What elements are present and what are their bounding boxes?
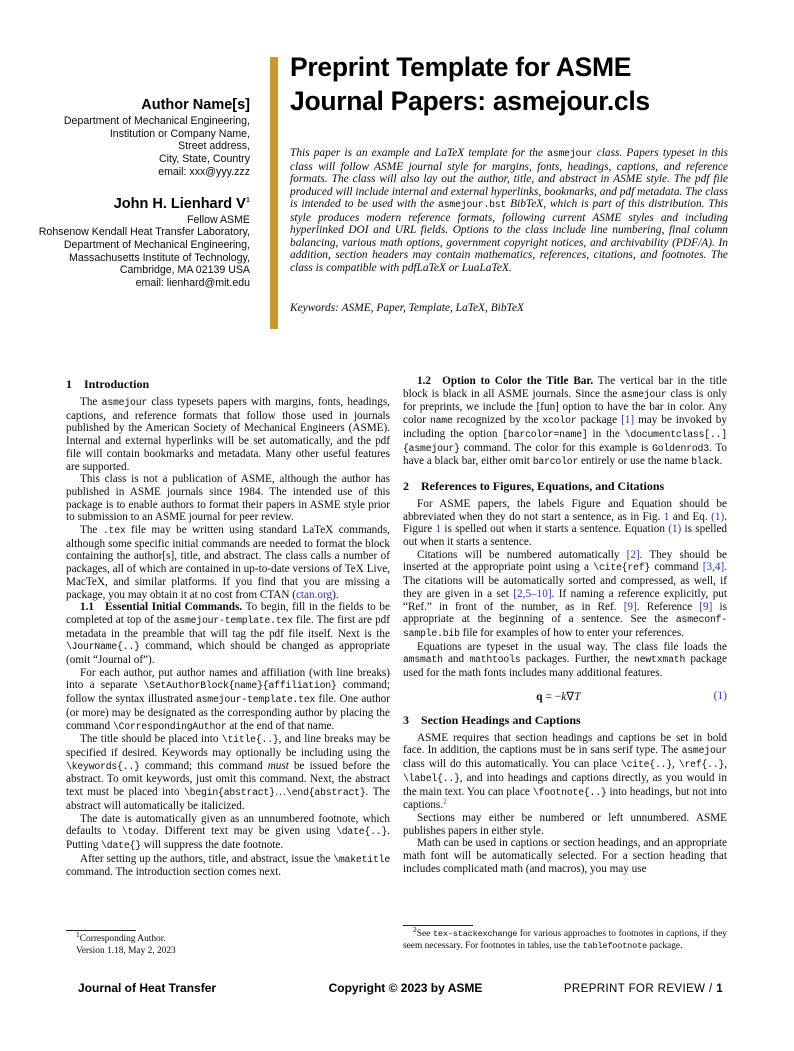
equation — [403, 689, 727, 703]
code-span: \SetAuthorBlock{name}{affiliation} — [143, 680, 337, 692]
text-span: Sections may either be numbered or left unnumbered. ASME publishes papers in either style. — [403, 811, 727, 837]
text-span: , — [672, 758, 679, 771]
text-span: file may be written using standard LaTeX commands, although some specific initial commands are needed to format the block containing the author[s], title, and abstract. The class calls a number of packages, all of which are contained in up-to-date versions of TeX Live, MacTeX, and similar platforms. If you find that you are missing a package, you may obtain it at no cost from CTAN ( — [66, 524, 390, 601]
footnote-marker: 2 — [413, 924, 417, 934]
text-span: is spelled out when it starts a sentence. — [403, 523, 728, 549]
footnote-1-line-1 — [66, 929, 390, 946]
text-span: … — [274, 786, 287, 799]
page-number: 1 — [716, 983, 723, 995]
text-span: file. The first are pdf metadata in the preamble that will tag the pdf file itself. Next is the — [66, 613, 390, 640]
text-span: into headings, but not into captions. — [403, 785, 727, 812]
author-name: Author Name[s] — [141, 97, 250, 113]
link[interactable]: [9] — [623, 600, 637, 613]
text-span: will suppress the date footnote. — [140, 838, 284, 851]
paragraph — [403, 837, 727, 875]
text-span: , and into headings and captions directly, as you would in the main text. You can place — [403, 771, 727, 798]
paragraph — [66, 524, 390, 601]
text-span: After setting up the authors, title, and abstract, issue the — [80, 852, 334, 865]
text-span: class. Papers typeset in this class will follow ASME journal style for margins, fonts, headings, captions, and reference formats. The class will also lay out the author, title, and abstract in ASME style. The pdf file produced will include internal and external hyperlinks, bookmarks, and pdf metadata. The class is intended to be used with the — [290, 147, 728, 210]
author-name: John H. Lienhard $V^1$ — [113, 194, 250, 212]
link[interactable]: 1 — [663, 510, 670, 523]
code-span: \begin{abstract} — [183, 787, 275, 799]
code-span: \cite{..} — [620, 759, 673, 771]
text-span: The — [80, 524, 103, 537]
code-span: asmejour — [621, 388, 667, 400]
right-column — [403, 375, 727, 876]
run-in-heading: 1.2 Option to Color the Title Bar. — [417, 375, 594, 387]
paragraph — [403, 641, 727, 680]
text-span: The — [80, 396, 102, 408]
footnote-block-right — [403, 925, 727, 952]
text-span: is spelled out when it starts a sentence. Equation — [441, 523, 669, 536]
paragraph — [66, 853, 390, 879]
text-span: file. One author (or more) may be designated as the corresponding author by placing the command — [66, 693, 390, 732]
text-span: . — [719, 455, 723, 468]
text-span: be issued before the abstract. To omit keywords, just omit this command. Next, the abstract text must be placed into — [66, 759, 390, 799]
link[interactable]: ctan.org — [295, 588, 333, 601]
text-span: . The abstract will automatically be italicized. — [66, 786, 390, 812]
link[interactable]: (1) — [711, 510, 725, 523]
paragraph — [403, 812, 727, 837]
run-in-heading: 1.1 Essential Initial Commands. — [80, 601, 243, 614]
text-span: = − — [542, 690, 562, 703]
text-span: command — [650, 561, 703, 574]
code-span: asmejour-template.tex — [173, 614, 293, 626]
paragraph — [403, 375, 727, 469]
author-affiliation-line: email: lienhard@mit.edu — [135, 277, 250, 290]
math-bold-span: q — [536, 690, 543, 703]
code-span: tex-stackexchange — [432, 929, 518, 939]
author-affiliation-line: Cambridge, MA 02139 USA — [119, 264, 250, 277]
code-span: asmejour — [101, 397, 148, 408]
code-span: \date{..} — [336, 826, 388, 838]
text-span: in the — [587, 427, 625, 440]
footnote-2 — [403, 924, 727, 952]
code-span: \cite{ref} — [593, 562, 651, 574]
italic-span: k — [561, 690, 567, 703]
section-heading: 2 References to Figures, Equations, and Citations — [403, 478, 665, 493]
text-span: ). — [332, 588, 339, 601]
paragraph — [66, 473, 390, 524]
author-blocks — [30, 97, 250, 290]
code-span: \title{..} — [221, 734, 279, 746]
paper-title-line-1: Preprint Template for ASME — [290, 52, 632, 82]
code-span: xcolor — [542, 415, 577, 427]
text-span: packages. Further, the — [520, 653, 635, 666]
code-span: \keywords{..} — [66, 760, 140, 772]
code-span: .tex — [102, 525, 126, 537]
text-span: . Putting — [66, 825, 390, 851]
text-span: BibTeX, which is part of this distribution. This style produces modern reference formats, following current ASME styles and including hyperlinked DOI and URL fields. Options to the class include line numbering, final column balancing, various math options, government copyright notices, and archivability (PDF/A). In addition, section headers may contain mathematics, references, citations, and footnotes. The class is compatible with pdfLaTeX or LuaLaTeX. — [290, 198, 728, 274]
text-span: The date is automatically given as an unnumbered footnote, which defaults to — [66, 812, 390, 838]
link[interactable]: [9] — [699, 600, 713, 613]
text-span: , — [724, 758, 728, 771]
preprint-label — [503, 983, 727, 995]
code-span: amsmath — [403, 654, 443, 666]
italic-span: T — [574, 690, 581, 703]
text-span: Corresponding Author. — [79, 934, 166, 944]
code-span: \footnote{..} — [532, 786, 607, 798]
code-span: asmejour — [547, 148, 593, 159]
text-span: To begin, fill in the fields to be completed at top of the — [66, 601, 390, 626]
link[interactable]: [2,5–10] — [513, 587, 552, 600]
text-span: ASME requires that section headings and captions be set in bold face. In addition, the captions must be in sans serif type. The — [403, 731, 727, 757]
text-span: . Figure — [403, 510, 727, 536]
paragraph — [66, 396, 390, 473]
footnote-marker-link[interactable]: 2 — [443, 796, 447, 806]
link[interactable]: [3,4] — [702, 561, 725, 574]
paragraph — [403, 498, 727, 549]
author-affiliation-line: Rohsenow Kendall Heat Transfer Laboratory, — [38, 226, 250, 239]
text-span: Keywords: ASME, Paper, Template, LaTeX, BibTeX — [290, 302, 524, 314]
journal-name: Journal of Heat Transfer — [78, 981, 217, 995]
text-span: and — [442, 653, 470, 666]
code-span: tablefootnote — [582, 940, 648, 951]
text-span: The title should be placed into — [80, 733, 222, 746]
code-span: black — [691, 456, 720, 468]
text-span: See — [416, 929, 433, 939]
text-span: command, which should be changed as appropriate (omit “Journal of”). — [66, 640, 390, 667]
paper-title — [290, 50, 770, 118]
author-affiliation-line: Massachusetts Institute of Technology, — [69, 251, 250, 264]
text-span: package. — [647, 940, 683, 951]
code-span: asmeconf-sample.bib — [403, 614, 727, 639]
link[interactable]: 1 — [435, 523, 442, 536]
equation-number[interactable]: (1) — [713, 689, 727, 702]
code-span: newtxmath — [634, 654, 686, 666]
text-span: may be invoked by including the option — [403, 414, 727, 440]
author-affiliation-line: Institution or Company Name, — [109, 127, 250, 140]
text-span: command; follow the syntax illustrated — [66, 679, 390, 706]
code-span: \CorrespondingAuthor — [112, 720, 227, 732]
paper-title-line-2: Journal Papers: asmejour.cls — [290, 86, 650, 116]
author-block — [30, 97, 250, 179]
text-span: For each author, put author names and affiliation (with line breaks) into a separate — [66, 666, 390, 692]
text-span: class will do this automatically. You can place — [403, 758, 621, 771]
text-span: file for examples of how to enter your references. — [459, 626, 685, 639]
code-span: \maketitle — [333, 853, 390, 865]
text-span: . Reference — [636, 600, 700, 613]
text-span: . The citations will be automatically sorted and compressed, as well, if they are given in a set — [403, 561, 727, 600]
text-span: Equations are typeset in the usual way. The class file loads the — [417, 640, 727, 653]
paragraph — [66, 733, 390, 812]
footnote-block-left — [66, 930, 390, 957]
code-span: asmejour — [681, 745, 727, 757]
text-span: . To have a black bar, either omit — [403, 441, 727, 468]
author-affiliation-line: Street address, — [178, 140, 250, 153]
link[interactable]: [1] — [621, 414, 635, 427]
text-span: . If naming a reference explicitly, put “Ref.” in front of the number, as in Ref. — [403, 587, 727, 613]
text-span: class is only for preprints, we include the [fun] option to have the bar in color. Any color — [403, 387, 727, 427]
text-span: . They should be inserted at the appropriate point using a — [403, 548, 727, 574]
text-span: and Eq. — [669, 510, 712, 523]
author-affiliation-line: Fellow ASME — [187, 213, 250, 226]
section-heading: 1 Introduction — [66, 377, 150, 391]
text-span: class typesets papers with margins, fonts, headings, captions, and reference formats that follow those used in journals published by the American Society of Mechanical Engineers (ASME). Internal and external hyperlinks will be set automatically, and the pdf file will contain bookmarks and metadata. Many other useful features are supported. — [66, 396, 390, 473]
text-span: package — [576, 414, 622, 427]
text-span: Citations will be numbered automatically — [417, 548, 627, 561]
text-span: This class is not a publication of ASME, although the author has published in ASME journals since 1984. The intended use of this package is to enable authors to format their papers in ASME style prior to submission to an ASME journal for peer review. — [66, 473, 390, 524]
text-span: Math can be used in captions or section headings, and an appropriate math font will be automatically selected. For a section heading that includes complicated math (and macros), you may use — [403, 837, 727, 875]
code-span: Goldenrod3 — [652, 442, 709, 454]
code-span: \ref{..} — [678, 759, 725, 771]
keywords — [290, 302, 728, 314]
code-span: \today — [121, 826, 156, 838]
code-span: \documentclass[..]{asmejour} — [403, 428, 727, 454]
code-span: asmejour.bst — [438, 199, 507, 210]
text-span: ∇ — [566, 690, 575, 703]
section-heading: 3 Section Headings and Captions — [403, 712, 581, 727]
paragraph — [403, 549, 727, 641]
link[interactable]: (1) — [668, 523, 682, 536]
text-span: at the end of that name. — [226, 719, 335, 732]
paragraph — [66, 813, 390, 853]
code-span: asmejour-template.tex — [195, 694, 316, 706]
text-span: for various approaches to footnotes in captions, if they seem necessary. For footnotes in tables, use the — [403, 929, 727, 951]
copyright-notice: Copyright © 2023 by ASME — [328, 981, 483, 995]
text-span: The vertical bar in the title block is black in all ASME journals. Since the — [403, 375, 727, 400]
text-span: is appropriate at the beginning of a sentence. See the — [403, 600, 727, 626]
text-span: For ASME papers, the labels Figure and Equation should be abbreviated when they do not start a sentence, as in Fig. — [403, 497, 727, 523]
code-span: \JourName{..} — [66, 641, 140, 653]
code-span: \label{..} — [403, 772, 460, 784]
text-span: command. The color for this example is — [459, 441, 653, 454]
author-affiliation-line: email: xxx@yyy.zzz — [158, 165, 250, 178]
title-accent-bar — [270, 57, 278, 329]
paragraph — [66, 667, 390, 734]
text-span: , and line breaks may be specified if desired. Keywords may optionally be including using the — [66, 733, 390, 759]
code-span: [barcolor=name] — [502, 428, 588, 440]
code-span: \end{abstract} — [286, 787, 366, 799]
abstract — [290, 147, 728, 274]
text-span: recognized by the — [452, 414, 543, 427]
text-span: This paper is an example and LaTeX template for the — [290, 147, 548, 159]
left-column — [66, 375, 390, 879]
italic-span: must — [267, 759, 289, 772]
paragraph — [403, 732, 727, 812]
equation-body — [403, 689, 714, 703]
preprint-text: PREPRINT FOR REVIEW / — [563, 983, 717, 995]
author-affiliation-line: City, State, Country — [158, 153, 250, 166]
footnote-marker-link[interactable]: 1 — [245, 194, 250, 204]
author-affiliation-line: Department of Mechanical Engineering, — [63, 238, 250, 251]
author-block — [30, 196, 250, 290]
link[interactable]: [2] — [626, 548, 640, 561]
paragraph — [66, 601, 390, 667]
text-span: . Different text may be given using — [155, 825, 337, 838]
footnote-1-line-2 — [66, 946, 390, 958]
text-span: Version 1.18, May 2, 2023 — [76, 945, 176, 956]
code-span: mathtools — [469, 654, 521, 666]
author-affiliation-line: Department of Mechanical Engineering, — [63, 115, 250, 127]
page-footer — [66, 981, 727, 995]
text-span: entirely or use the name — [578, 455, 692, 468]
code-span: name — [429, 415, 453, 427]
footnote-marker: 1 — [76, 929, 80, 939]
text-span: command. The introduction section comes next. — [66, 866, 282, 879]
code-span: \date{} — [101, 839, 141, 851]
text-span: command; this command — [139, 759, 268, 772]
text-span: package used for the math fonts includes many additional features. — [403, 653, 727, 680]
code-span: barcolor — [532, 456, 579, 468]
